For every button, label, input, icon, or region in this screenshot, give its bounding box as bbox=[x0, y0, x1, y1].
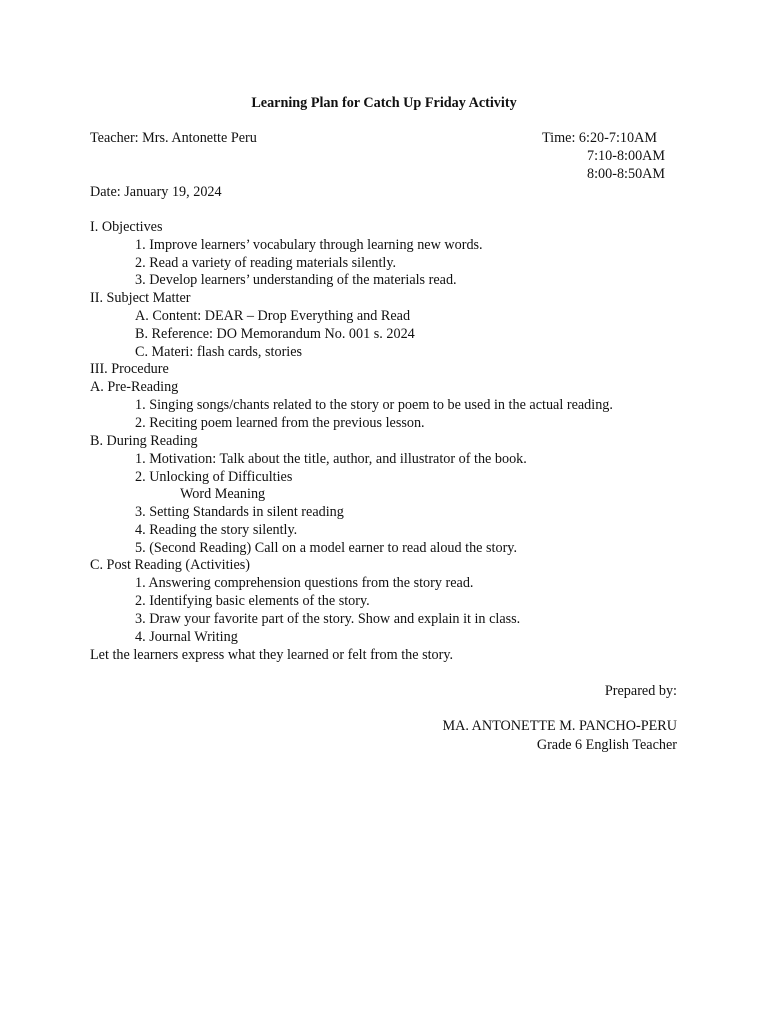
prepared-by-label: Prepared by: bbox=[604, 683, 677, 699]
time-schedule bbox=[542, 129, 682, 183]
date-line: Date: January 19, 2024 bbox=[90, 184, 222, 200]
post-reading-heading: C. Post Reading (Activities) bbox=[90, 557, 250, 573]
objective-item: 3. Develop learners’ understanding of the materials read. bbox=[135, 272, 457, 288]
pre-reading-item: 1. Singing songs/chants related to the story or poem to be used in the actual reading. bbox=[135, 397, 613, 413]
teacher-line: Teacher: Mrs. Antonette Peru bbox=[90, 130, 257, 146]
during-reading-item: 1. Motivation: Talk about the title, author, and illustrator of the book. bbox=[135, 451, 527, 467]
post-reading-item: 4. Journal Writing bbox=[135, 629, 238, 645]
time-slot-1: Time: 6:20-7:10AM bbox=[542, 130, 657, 146]
procedure-heading: III. Procedure bbox=[90, 361, 169, 377]
closing-line: Let the learners express what they learned or felt from the story. bbox=[90, 647, 454, 663]
during-reading-subitem: Word Meaning bbox=[180, 486, 266, 502]
post-reading-item: 3. Draw your favorite part of the story. Show and explain it in class. bbox=[135, 611, 521, 627]
time-slot-3: 8:00-8:50AM bbox=[587, 166, 666, 182]
during-reading-item: 3. Setting Standards in silent reading bbox=[135, 504, 344, 520]
during-reading-item: 5. (Second Reading) Call on a model earner to read aloud the story. bbox=[135, 540, 518, 556]
post-reading-item: 2. Identifying basic elements of the story. bbox=[135, 593, 370, 609]
objective-item: 2. Read a variety of reading materials silently. bbox=[135, 255, 397, 271]
post-reading-item: 1. Answering comprehension questions from the story read. bbox=[135, 575, 474, 591]
during-reading-heading: B. During Reading bbox=[90, 433, 198, 449]
subject-matter-heading: II. Subject Matter bbox=[90, 290, 191, 306]
during-reading-item: 2. Unlocking of Difficulties bbox=[135, 469, 293, 485]
time-slot-2: 7:10-8:00AM bbox=[587, 148, 666, 164]
subject-matter-item: C. Materi: flash cards, stories bbox=[135, 344, 303, 360]
pre-reading-item: 2. Reciting poem learned from the previous lesson. bbox=[135, 415, 425, 431]
signatory-position: Grade 6 English Teacher bbox=[536, 737, 677, 753]
objective-item: 1. Improve learners’ vocabulary through learning new words. bbox=[135, 237, 483, 253]
objectives-heading: I. Objectives bbox=[90, 219, 163, 235]
subject-matter-item: B. Reference: DO Memorandum No. 001 s. 2024 bbox=[135, 326, 415, 342]
document-title: Learning Plan for Catch Up Friday Activity bbox=[251, 95, 517, 111]
signatory-name: MA. ANTONETTE M. PANCHO-PERU bbox=[442, 718, 677, 734]
subject-matter-item: A. Content: DEAR – Drop Everything and Read bbox=[135, 308, 411, 324]
during-reading-item: 4. Reading the story silently. bbox=[135, 522, 298, 538]
pre-reading-heading: A. Pre-Reading bbox=[90, 379, 179, 395]
